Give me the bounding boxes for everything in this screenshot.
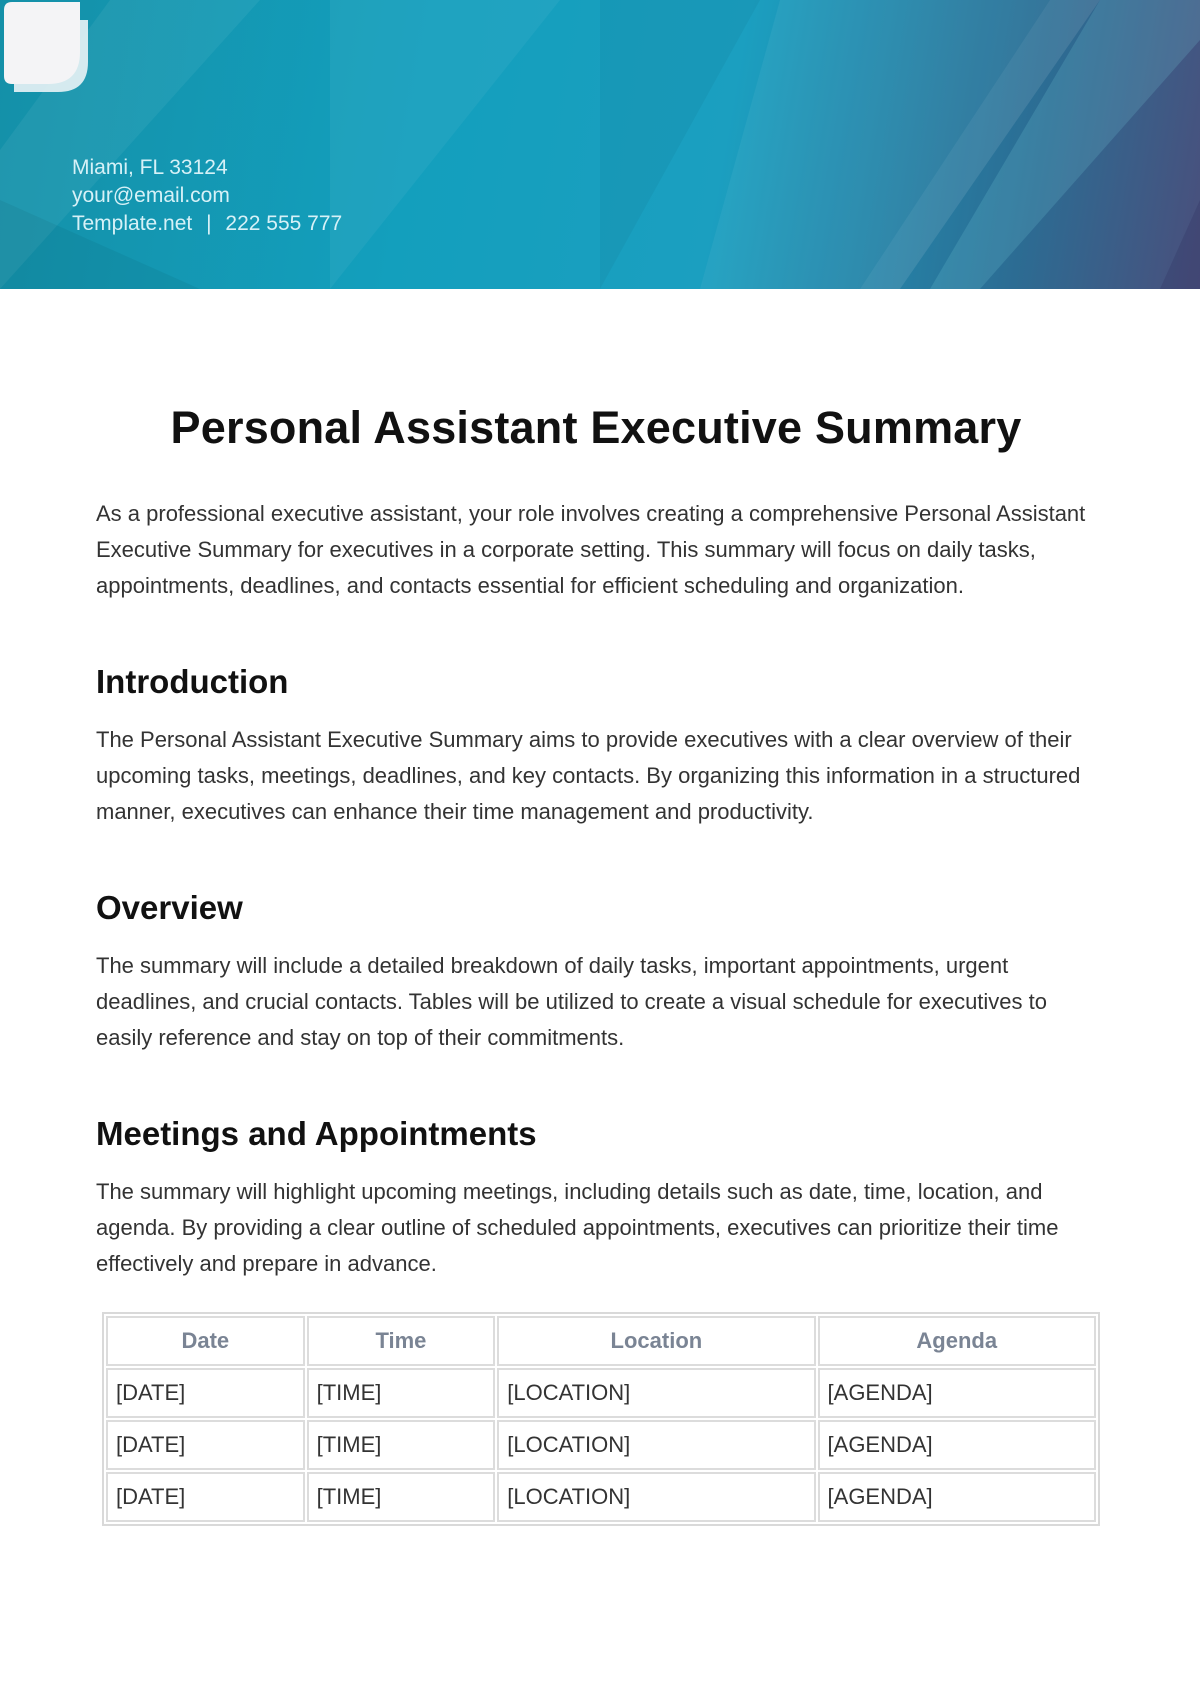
contact-block — [72, 154, 342, 238]
main-content — [96, 400, 1096, 1526]
email-link[interactable]: your@email.com — [72, 184, 230, 207]
table-row — [106, 1472, 1096, 1522]
column-header-location: Location — [497, 1316, 815, 1366]
table-header-row — [106, 1316, 1096, 1366]
cell-location: [LOCATION] — [497, 1368, 815, 1418]
cell-location: [LOCATION] — [497, 1472, 815, 1522]
table-row — [106, 1368, 1096, 1418]
section-body-introduction: The Personal Assistant Executive Summary aims to provide executives with a clear overview of their upcoming tasks, meetings, deadlines, and key contacts. By organizing this information in a structured manner, executives can enhance their time management and productivity. — [96, 727, 1081, 824]
rounded-square-logo-icon — [0, 0, 96, 96]
banner-pattern — [0, 0, 1200, 289]
cell-agenda: [AGENDA] — [818, 1472, 1096, 1522]
column-header-date: Date — [106, 1316, 305, 1366]
header-banner — [0, 0, 1200, 289]
cell-date: [DATE] — [106, 1472, 305, 1522]
cell-date: [DATE] — [106, 1368, 305, 1418]
cell-time: [TIME] — [307, 1472, 496, 1522]
cell-agenda: [AGENDA] — [818, 1368, 1096, 1418]
cell-time: [TIME] — [307, 1368, 496, 1418]
column-header-time: Time — [307, 1316, 496, 1366]
separator: | — [206, 212, 212, 235]
table-row — [106, 1420, 1096, 1470]
website-link[interactable]: Template.net — [72, 212, 193, 235]
section-body-overview: The summary will include a detailed breakdown of daily tasks, important appointments, urgent deadlines, and crucial contacts. Tables will be utilized to create a visual schedule for executives to easily reference and stay on top of their commitments. — [96, 953, 1048, 1050]
section-heading-introduction: Introduction — [96, 663, 289, 700]
page-title: Personal Assistant Executive Summary — [170, 402, 1022, 453]
section-heading-overview: Overview — [96, 889, 243, 926]
cell-time: [TIME] — [307, 1420, 496, 1470]
column-header-agenda: Agenda — [818, 1316, 1096, 1366]
phone-number: 222 555 777 — [225, 212, 343, 235]
address: Miami, FL 33124 — [72, 156, 228, 179]
website-phone-line — [72, 210, 342, 238]
section-heading-meetings: Meetings and Appointments — [96, 1115, 537, 1152]
cell-agenda: [AGENDA] — [818, 1420, 1096, 1470]
intro-paragraph: As a professional executive assistant, your role involves creating a comprehensive Personal Assistant Executive Summary for executives in a corporate setting. This summary will focus on daily tasks, appointments, deadlines, and contacts essential for efficient scheduling and organization. — [96, 501, 1086, 598]
cell-location: [LOCATION] — [497, 1420, 815, 1470]
section-body-meetings: The summary will highlight upcoming meetings, including details such as date, time, location, and agenda. By providing a clear outline of scheduled appointments, executives can prioritize their time effectively and prepare in advance. — [96, 1179, 1059, 1276]
cell-date: [DATE] — [106, 1420, 305, 1470]
meetings-table — [102, 1312, 1100, 1526]
